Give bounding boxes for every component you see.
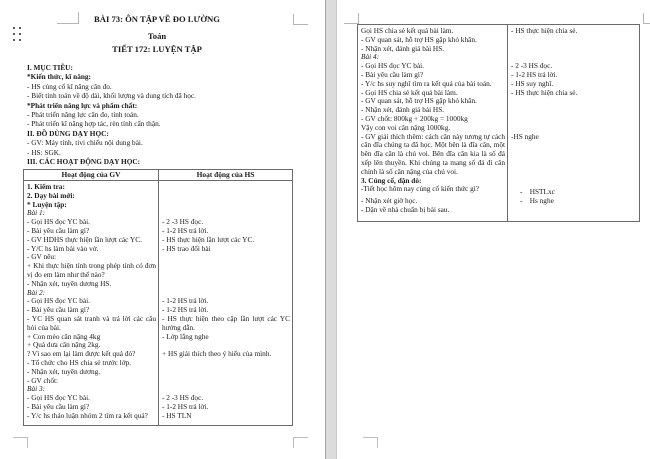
gv-activity-cell: - GV quan sát, hỗ trợ HS gặp khó khăn. xyxy=(358,36,508,45)
hs-activity-cell xyxy=(159,289,292,298)
hs-activity-cell: - HS thực hiện lần lượt các YC. xyxy=(162,235,255,244)
hs-activity-cell: - 1-2 HS trả lời. xyxy=(162,226,209,235)
hs-activity-cell: -HS nghe xyxy=(511,132,539,141)
gv-activity-cell: - Y/C hs làm bài vào vở. xyxy=(24,245,159,254)
table-row xyxy=(24,280,292,289)
table-row xyxy=(24,385,292,394)
gv-activity-cell: - GV quan sát, hỗ trợ HS gặp khó khăn. xyxy=(358,97,508,106)
hs-activity-cell: - HS trao đổi bài xyxy=(162,244,211,253)
table-row xyxy=(24,218,292,227)
table-row xyxy=(358,106,639,115)
table-row xyxy=(24,403,292,412)
text-boundary-mark xyxy=(344,13,359,24)
gv-activity-cell: Bài 2: xyxy=(24,289,159,298)
heading-line: I. MỤC TIÊU: xyxy=(27,63,73,72)
gv-activity-cell: - GV nêu: xyxy=(24,253,159,262)
table-row xyxy=(24,236,292,245)
table-row xyxy=(24,394,292,403)
table-row xyxy=(358,177,639,186)
hs-activity-cell: - HS suy nghĩ. xyxy=(511,79,554,88)
hs-activity-cell xyxy=(508,206,639,215)
gv-activity-cell: Bài 1: xyxy=(24,209,159,218)
gv-activity-cell: - Bài yêu cầu làm gì? xyxy=(24,227,159,236)
gv-activity-cell: - Y/c hs suy nghĩ tìm ra kết quả của bài toán. xyxy=(358,80,508,89)
table-spacer-row xyxy=(24,421,292,425)
hs-activity-cell: - 1-2 HS trả lời. xyxy=(162,402,209,411)
activities-table-page1 xyxy=(23,169,293,426)
table-row xyxy=(358,185,639,197)
hs-activity-cell: - 1-2 HS trả lời. xyxy=(162,297,209,306)
gv-activity-cell: + Khi thực hiện tính trong phép tính có đơn vị đo em làm như thế nào? xyxy=(24,262,159,280)
gv-activity-cell: - Nhận xét, tuyên dương HS. xyxy=(24,280,159,289)
hs-activity-cell xyxy=(159,262,292,280)
table-row xyxy=(24,183,292,192)
heading-line: - GV: Máy tính, tivi chiếu nội dung bài. xyxy=(27,138,143,148)
gv-activity-cell: - Tổ chức cho HS chia sẻ trước lớp. xyxy=(24,359,159,368)
page-gap xyxy=(326,0,337,459)
text-boundary-mark xyxy=(293,14,308,25)
hs-activity-cell: - 1-2 HS trả lời. xyxy=(511,70,558,79)
hs-activity-cell xyxy=(159,192,292,201)
gv-activity-cell: - Gọi HS đọc YC bài. xyxy=(24,297,159,306)
hs-activity-cell: - HSTLxc xyxy=(520,187,555,197)
table-row xyxy=(24,341,292,350)
gv-activity-cell: -Tiết học hôm nay củng cố kiến thức gì? xyxy=(358,185,508,197)
table-row xyxy=(24,350,292,359)
hs-activity-cell xyxy=(159,183,292,192)
gv-activity-cell: - GV HDHS thực hiện lần lượt các YC. xyxy=(24,236,159,245)
table-row xyxy=(358,124,639,133)
heading-line: *Phát triển năng lực và phẩm chất: xyxy=(27,100,138,110)
hs-activity-cell: - 2 -3 HS đọc. xyxy=(162,218,204,227)
table-row xyxy=(358,45,639,54)
gv-activity-cell: + Con mèo cân nặng 4kg xyxy=(24,333,159,342)
table-row xyxy=(358,97,639,106)
table-row xyxy=(358,197,639,206)
heading-line: II. ĐỒ DÙNG DẠY HỌC: xyxy=(27,128,109,138)
hs-activity-cell: - HS thực hiện chia sẻ. xyxy=(511,27,578,35)
table-row xyxy=(358,36,639,45)
hs-activity-cell xyxy=(159,341,292,350)
hs-activity-cell: - Lớp lắng nghe xyxy=(162,332,209,341)
text-boundary-mark xyxy=(13,437,28,448)
table-row xyxy=(24,412,292,421)
heading-line: - HS củng cố kĩ năng cân đo. xyxy=(27,81,112,91)
table-row xyxy=(358,206,639,215)
heading-line: - Biết tính toán về độ dài, khối lượng và dung tích đã học. xyxy=(27,91,196,101)
gv-activity-cell: 2. Dạy bài mới: xyxy=(24,192,159,201)
table-row xyxy=(24,368,292,377)
hs-activity-cell xyxy=(508,115,639,124)
table-row xyxy=(24,245,292,254)
gv-activity-cell: - Gọi HS đọc YC bài. xyxy=(24,394,159,403)
table-row xyxy=(24,253,292,262)
table-row xyxy=(358,53,639,62)
gv-activity-cell: - YC HS quan sát tranh và trả lời các câu hỏi của bài. xyxy=(24,315,159,333)
activities-table-page2 xyxy=(357,24,640,222)
lesson-title-block xyxy=(23,14,291,55)
table-row xyxy=(358,80,639,89)
table-row xyxy=(24,262,292,280)
gv-activity-cell: - Bài yêu cầu làm gì? xyxy=(24,403,159,412)
gv-activity-cell: - GV chốt: xyxy=(24,377,159,386)
gv-activity-cell: - Y/c hs thảo luận nhóm 2 tìm ra kết quả? xyxy=(24,412,159,421)
hs-activity-cell xyxy=(159,368,292,377)
table-row xyxy=(24,359,292,368)
gv-activity-cell: Vậy con voi cân nặng 1000kg. xyxy=(358,124,508,133)
hs-activity-cell xyxy=(159,377,292,386)
table-body-page2 xyxy=(358,25,639,221)
table-row xyxy=(24,192,292,201)
gv-activity-cell: - Nhận xét, đánh giá bài HS. xyxy=(358,106,508,115)
hs-activity-cell: - Hs nghe xyxy=(520,197,554,206)
page-2 xyxy=(337,0,650,459)
gv-activity-cell: 3. Củng cố, dặn dò: xyxy=(358,177,508,186)
table-row xyxy=(24,315,292,333)
lesson-title: BÀI 73: ÔN TẬP VỀ ĐO LƯỜNG xyxy=(94,14,220,24)
table-row xyxy=(358,62,639,71)
gv-activity-cell: - GV chốt: 800kg + 200kg = 1000kg xyxy=(358,115,508,124)
table-row xyxy=(24,297,292,306)
table-row xyxy=(24,377,292,386)
hs-activity-cell: + HS giải thích theo ý hiểu của mình. xyxy=(162,350,272,359)
gv-activity-cell: Gọi HS chia sẻ kết quả bài làm. xyxy=(358,27,508,36)
gv-activity-cell: - Bài yêu cầu làm gì? xyxy=(358,71,508,80)
hs-activity-cell: - 2 -3 HS đọc. xyxy=(162,394,204,403)
gv-activity-cell: - Bài yêu cầu làm gì? xyxy=(24,306,159,315)
gv-activity-cell: - GV giải thích thêm: cách cân này tương tự cách cân đĩa chúng ta đã học. Một bên là đĩa cân, một bên đĩa cân là chú voi. Bên đĩa cân kia là số đá xếp lên thuyền. Khi chúng ta mang số đá đi cân chính là số cân nặng của chú voi. xyxy=(358,133,508,177)
heading-line: - HS: SGK. xyxy=(27,147,61,157)
text-boundary-mark xyxy=(643,13,650,24)
table-row xyxy=(358,27,639,36)
table-row xyxy=(358,71,639,80)
hs-activity-cell: - 1-2 HS trả lời. xyxy=(162,306,209,315)
heading-line: *Kiến thức, kĩ năng: xyxy=(27,72,91,82)
text-boundary-mark xyxy=(293,437,308,448)
gv-activity-cell: - Nhận xét, tuyên dương. xyxy=(24,368,159,377)
hs-activity-cell xyxy=(159,385,292,394)
hs-activity-cell xyxy=(508,45,639,54)
hs-activity-cell: - HS thực hiện chia sẻ. xyxy=(511,88,578,97)
hs-activity-cell: - 2 -3 HS đọc. xyxy=(511,62,553,71)
gv-activity-cell: + Quả dưa cân nặng 2kg. xyxy=(24,341,159,350)
hs-activity-cell xyxy=(159,201,292,210)
hs-activity-cell xyxy=(508,97,639,106)
hs-activity-cell xyxy=(159,209,292,218)
heading-line: - Phát triển năng lực cân đo, tính toán. xyxy=(27,110,139,120)
table-spacer-row xyxy=(358,215,639,221)
gv-activity-cell: - Gọi HS chia sẻ kết quả bài làm. xyxy=(358,89,508,98)
hs-activity-cell: - HS thực hiện theo cặp lần lượt các YC hướng dẫn. xyxy=(162,314,290,332)
table-row xyxy=(24,306,292,315)
page1-headings xyxy=(27,63,307,166)
gv-activity-cell: 1. Kiểm tra: xyxy=(24,183,159,192)
hs-activity-cell xyxy=(508,177,639,186)
hs-activity-cell xyxy=(159,359,292,368)
table-row xyxy=(24,209,292,218)
hs-activity-cell xyxy=(159,280,292,289)
hs-column-header: Hoạt động của HS xyxy=(196,170,255,179)
hs-activity-cell xyxy=(508,124,639,133)
table-row xyxy=(24,289,292,298)
gv-activity-cell: - Dặn về nhà chuẩn bị bài sau. xyxy=(358,206,508,215)
period-title: TIẾT 172: LUYỆN TẬP xyxy=(112,44,202,54)
gv-column-header: Hoạt động của GV xyxy=(24,170,159,180)
table-row xyxy=(358,89,639,98)
text-boundary-mark xyxy=(363,437,378,448)
table-row xyxy=(358,115,639,124)
table-row xyxy=(24,227,292,236)
gv-activity-cell: Bài 4: xyxy=(358,53,508,62)
table-header-row xyxy=(24,170,292,181)
gv-activity-cell: - Nhận xét giờ học. xyxy=(358,197,508,206)
heading-line: - Phát triển kĩ năng hợp tác, rèn tính cẩn thận. xyxy=(27,119,161,129)
table-row xyxy=(358,133,639,177)
subject-title: Toán xyxy=(147,31,167,41)
hs-activity-cell xyxy=(508,53,639,62)
table-body-page1 xyxy=(24,181,292,425)
hs-activity-cell xyxy=(159,253,292,262)
gv-activity-cell: Bài 3: xyxy=(24,385,159,394)
gv-activity-cell: - Nhận xét, đánh giá bài HS. xyxy=(358,45,508,54)
table-row xyxy=(24,333,292,342)
gv-activity-cell: - Gọi HS đọc YC bài. xyxy=(24,218,159,227)
drag-handle-icon[interactable] xyxy=(13,27,21,41)
hs-activity-cell: - HS TLN xyxy=(162,411,192,420)
table-row xyxy=(24,201,292,210)
gv-activity-cell: - Gọi HS đọc YC bài. xyxy=(358,62,508,71)
hs-activity-cell xyxy=(508,106,639,115)
heading-line: III. CÁC HOẠT ĐỘNG DẠY HỌC: xyxy=(27,157,141,167)
gv-activity-cell: * Luyện tập: xyxy=(24,201,159,210)
hs-activity-cell xyxy=(508,36,639,45)
gv-activity-cell: ? Vì sao em lại làm được kết quả đó? xyxy=(24,350,159,359)
